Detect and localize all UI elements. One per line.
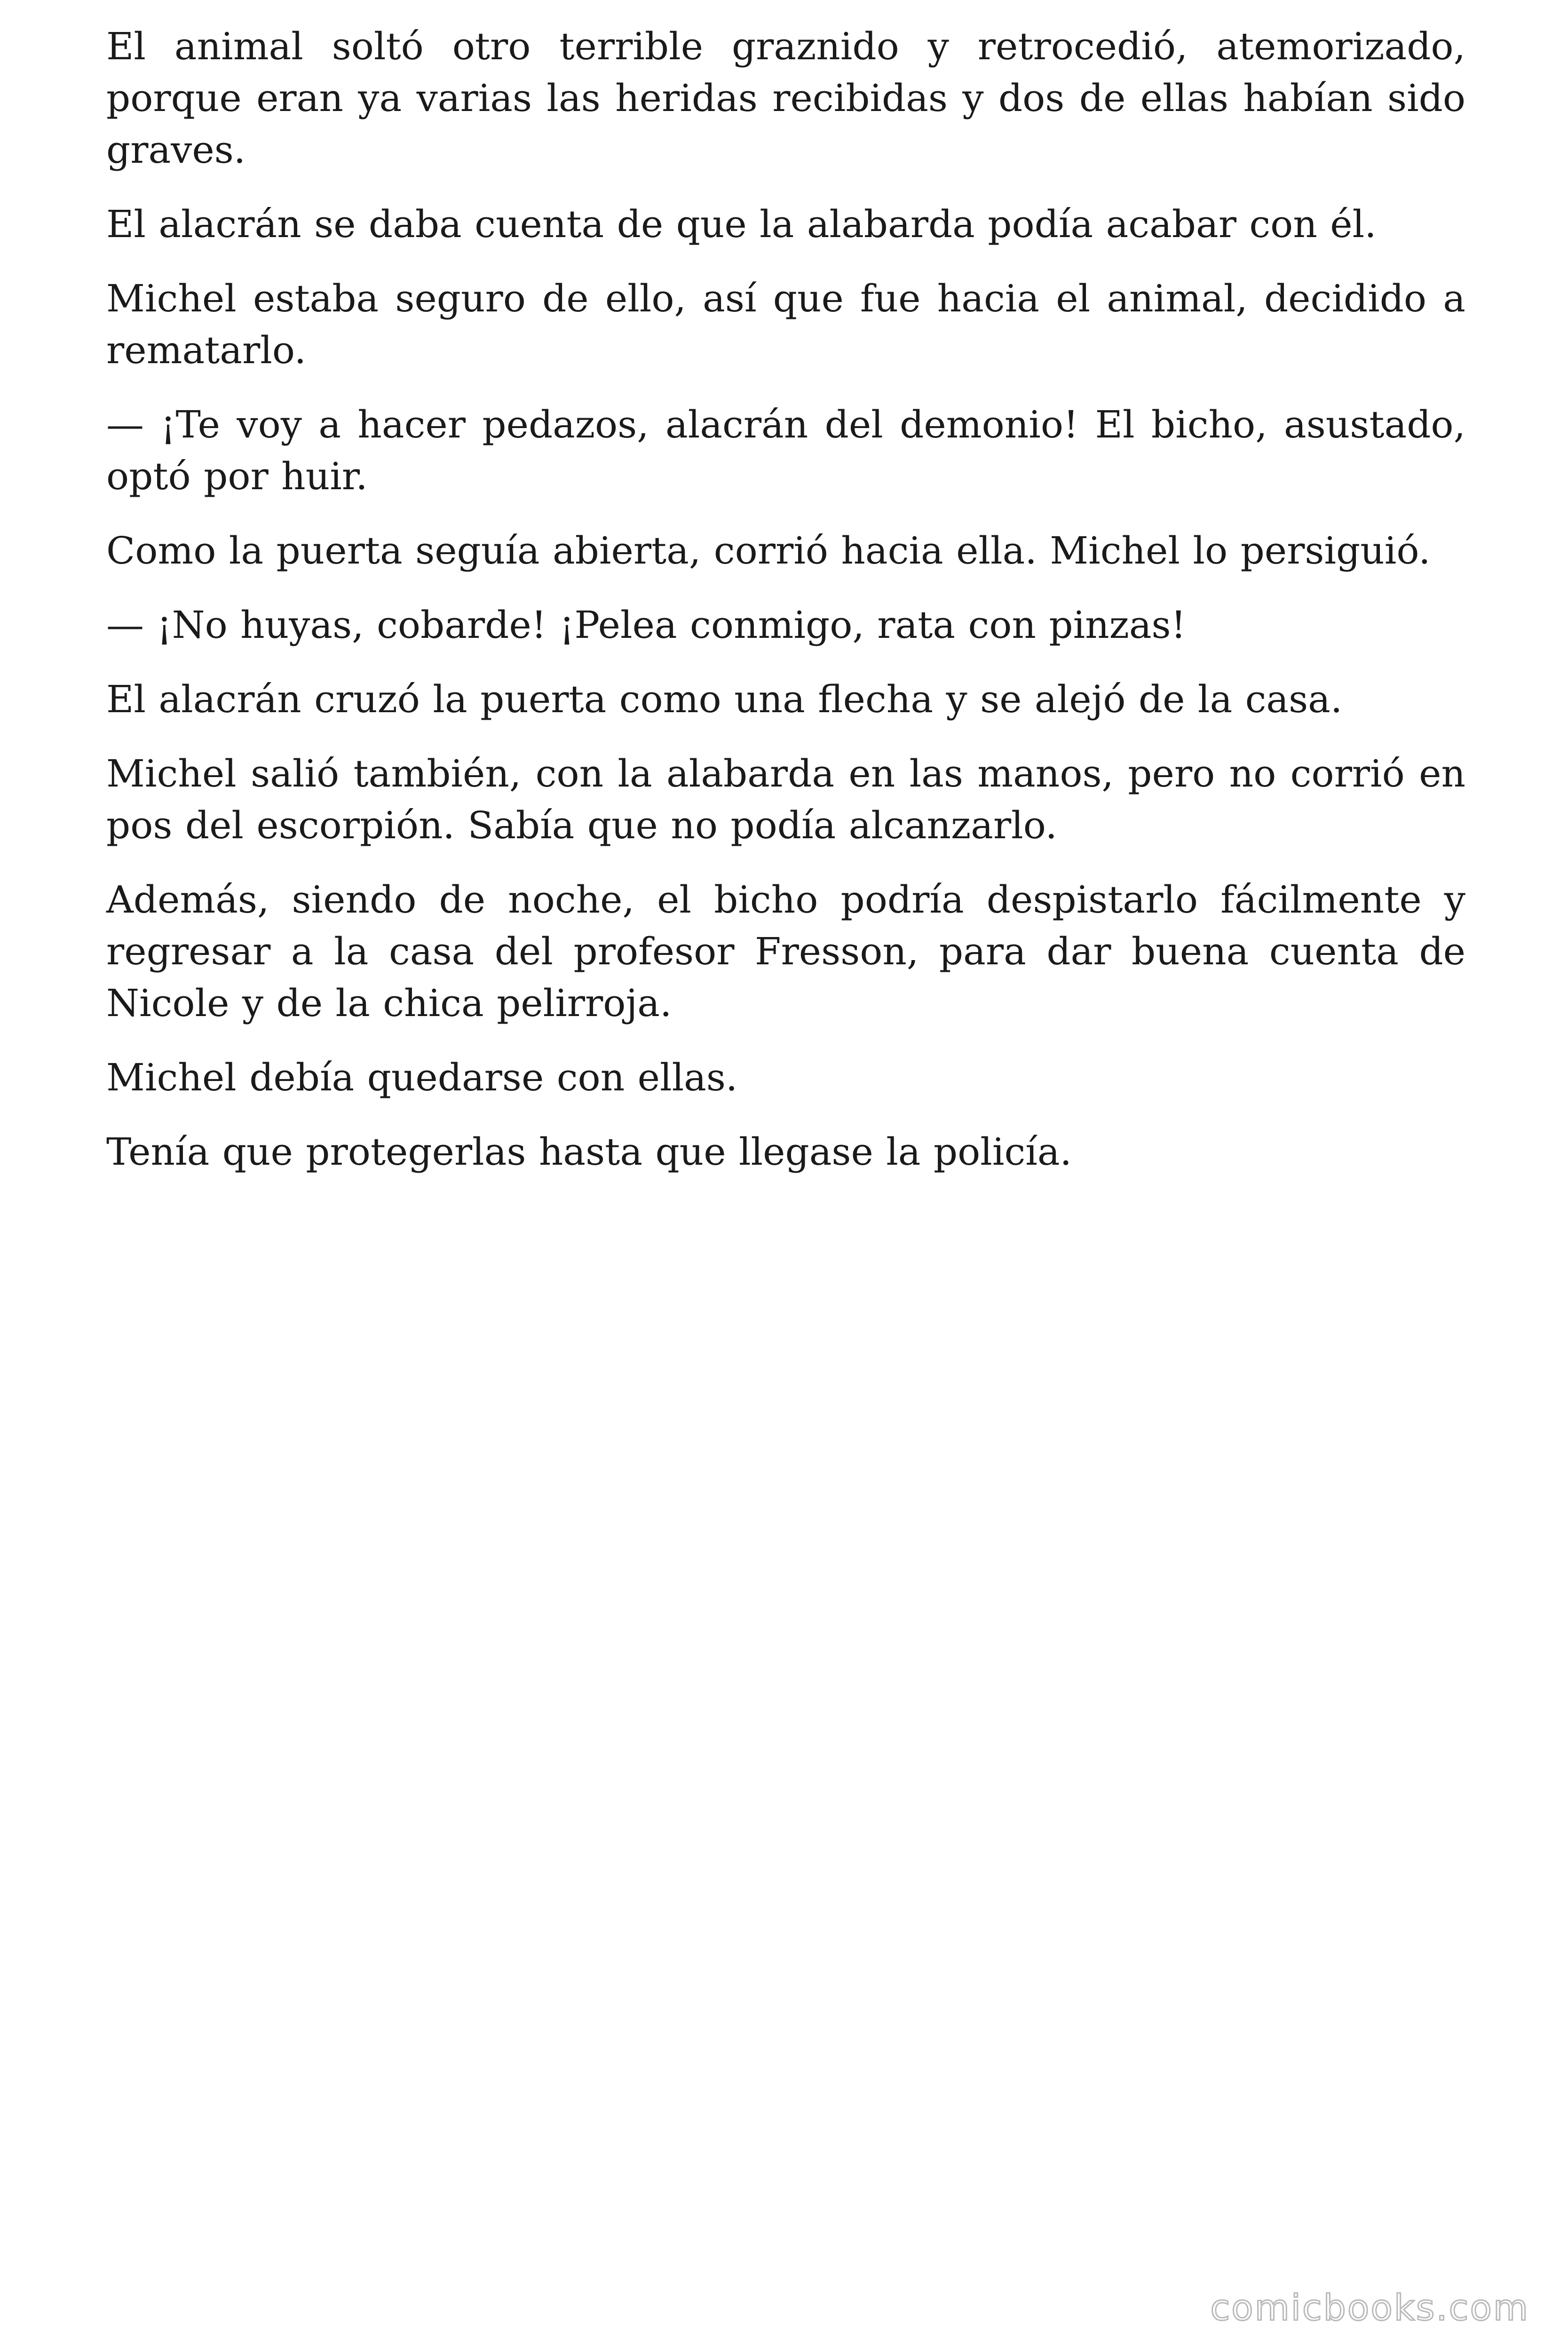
page-text <box>106 21 1465 1200</box>
paragraph: — ¡No huyas, cobarde! ¡Pelea conmigo, rata con pinzas! <box>106 603 1186 647</box>
paragraph: El alacrán cruzó la puerta como una flecha y se alejó de la casa. <box>106 677 1343 721</box>
paragraph: El animal soltó otro terrible graznido y retrocedió, atemorizado, porque eran ya varias las heridas recibidas y dos de ellas habían sido graves. <box>106 24 1465 172</box>
paragraph: Tenía que protegerlas hasta que llegase la policía. <box>106 1130 1072 1174</box>
watermark-text: comicbooks.com <box>1210 2287 1529 2328</box>
paragraph: Michel debía quedarse con ellas. <box>106 1056 738 1099</box>
paragraph: Michel estaba seguro de ello, así que fue hacia el animal, decidido a rematarlo. <box>106 277 1465 372</box>
paragraph: — ¡Te voy a hacer pedazos, alacrán del demonio! El bicho, asustado, optó por huir. <box>106 403 1465 498</box>
paragraph: Michel salió también, con la alabarda en las manos, pero no corrió en pos del escorpión. Sabía que no podía alcanzarlo. <box>106 752 1465 847</box>
paragraph: Además, siendo de noche, el bicho podría despistarlo fácilmente y regresar a la casa del profesor Fresson, para dar buena cuenta de Nicole y de la chica pelirroja. <box>106 878 1465 1025</box>
paragraph: El alacrán se daba cuenta de que la alabarda podía acabar con él. <box>106 202 1377 246</box>
paragraph: Como la puerta seguía abierta, corrió hacia ella. Michel lo persiguió. <box>106 529 1431 572</box>
